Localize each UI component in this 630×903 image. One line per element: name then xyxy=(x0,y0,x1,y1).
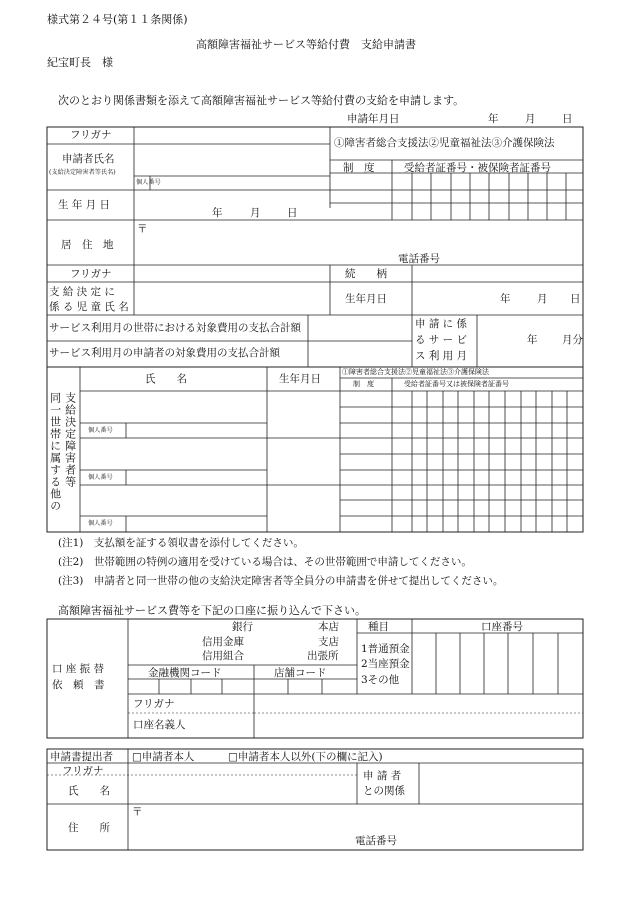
institution-code-label: 金融機関コード xyxy=(148,667,222,679)
account-number-header: 口座番号 xyxy=(481,621,523,633)
branch-type-main: 本店 xyxy=(318,621,339,633)
child-birth-month: 月 xyxy=(537,293,548,305)
service-month-year: 年 xyxy=(527,334,538,346)
birth-unit-day: 日 xyxy=(287,207,298,219)
applicant-laws-label: ①障害者総合支援法②児童福祉法③介護保険法 xyxy=(334,137,555,149)
child-relation-label: 続 柄 xyxy=(345,268,387,280)
submitter-relation-label-2: との関係 xyxy=(363,785,405,797)
birth-unit-year: 年 xyxy=(212,207,223,219)
submitter-postal-mark: 〒 xyxy=(132,806,143,818)
household-individual-no-2: 個人番号 xyxy=(88,474,113,481)
household-total-label: サービス利用月の世帯における対象費用の支払合計額 xyxy=(49,322,301,334)
branch-code-label: 店舗コード xyxy=(274,667,327,679)
bank-type-bank: 銀行 xyxy=(232,621,253,633)
kind-other: 3その他 xyxy=(361,674,400,686)
submitter-label: 申請書提出者 xyxy=(50,751,113,763)
submitter-name-label: 氏 名 xyxy=(68,785,110,797)
household-laws-header: ①障害者総合支援法②児童福祉法③介護保険法 xyxy=(342,368,489,376)
bank-label-2: 依 頼 書 xyxy=(52,679,105,691)
residence-postal-mark: 〒 xyxy=(137,223,148,235)
child-furigana-label: フリガナ xyxy=(70,268,112,280)
note-1: (注1) 支払額を証する領収書を添付してください。 xyxy=(58,537,304,549)
applicant-system-label: 制 度 xyxy=(343,162,375,174)
bank-intro: 高額障害福祉サービス費等を下記の口座に振り込んで下さい。 xyxy=(58,604,366,617)
bank-type-shinkin: 信用金庫 xyxy=(202,636,244,648)
kind-ordinary: 1普通預金 xyxy=(361,643,410,655)
child-birth-label: 生年月日 xyxy=(345,293,387,305)
account-holder-label: 口座名義人 xyxy=(133,719,186,731)
submitter-furigana-label: フリガナ xyxy=(62,765,104,777)
holder-furigana-label: フリガナ xyxy=(133,698,175,710)
account-kind-header: 種目 xyxy=(368,621,389,633)
service-month-label-3: ス 利 用 月 xyxy=(415,350,468,362)
residence-phone-label: 電話番号 xyxy=(398,253,440,265)
child-name-label-1: 支 給 決 定 に xyxy=(49,286,115,298)
household-outer-label: 同一世帯に属する他の xyxy=(48,392,62,512)
service-month-label-1: 申 請 に 係 xyxy=(415,318,468,330)
submitter-self-checkbox[interactable]: □申請者本人 xyxy=(132,751,195,763)
child-birth-year: 年 xyxy=(500,293,511,305)
intro-text: 次のとおり関係書類を添えて高額障害福祉サービス等給付費の支給を申請します。 xyxy=(58,94,465,107)
submitter-table-border xyxy=(47,749,583,850)
household-individual-no-3: 個人番号 xyxy=(88,520,113,527)
note-3: (注3) 申請者と同一世帯の他の支給決定障害者等全員分の申請書を併せて提出してください。 xyxy=(58,575,504,587)
household-birth-header: 生年月日 xyxy=(279,373,321,385)
bank-label-1: 口 座 振 替 xyxy=(52,663,105,675)
bank-type-kumiai: 信用組合 xyxy=(202,650,244,662)
birth-unit-month: 月 xyxy=(250,207,261,219)
application-date-label: 申請年月日 xyxy=(347,113,400,125)
date-unit-day: 日 xyxy=(562,113,573,125)
date-unit-month: 月 xyxy=(525,113,536,125)
form-number: 様式第２４号(第１１条関係) xyxy=(47,13,188,26)
submitter-relation-label-1: 申 請 者 xyxy=(363,770,402,782)
submitter-address-label: 住 所 xyxy=(68,822,110,834)
applicant-total-label: サービス利用月の申請者の対象費用の支払合計額 xyxy=(49,347,280,359)
household-inner-label: 支給決定障害者等 xyxy=(63,392,77,488)
kind-current: 2当座預金 xyxy=(361,658,410,670)
applicant-furigana-label: フリガナ xyxy=(70,129,112,141)
note-2: (注2) 世帯範囲の特例の適用を受けている場合は、その世帯範囲で申請してください。 xyxy=(58,556,472,568)
branch-type-branch: 支店 xyxy=(318,636,339,648)
service-month-label-2: る サ ー ビ xyxy=(415,334,468,346)
applicant-name-label: 申請者氏名 xyxy=(62,153,115,165)
submitter-phone-label: 電話番号 xyxy=(355,835,397,847)
household-cert-header: 受給者証番号又は被保険者証番号 xyxy=(404,380,509,388)
residence-label: 居 住 地 xyxy=(61,239,114,251)
applicant-cert-no-label: 受給者証番号・被保険者証番号 xyxy=(404,162,551,174)
date-unit-year: 年 xyxy=(488,113,499,125)
addressee: 紀宝町長 様 xyxy=(47,56,113,69)
applicant-name-sub: (支給決定障害者等氏名) xyxy=(49,169,116,176)
submitter-other-checkbox[interactable]: □申請者本人以外(下の欄に記入) xyxy=(228,751,383,763)
branch-type-office: 出張所 xyxy=(307,650,339,662)
child-name-label-2: 係 る 児 童 氏 名 xyxy=(49,301,129,313)
service-month-unit: 月分 xyxy=(562,334,583,346)
child-birth-day: 日 xyxy=(570,293,581,305)
household-system-header: 制 度 xyxy=(353,380,374,388)
household-individual-no-1: 個人番号 xyxy=(88,427,113,434)
household-table-border xyxy=(47,367,583,532)
form-title: 高額障害福祉サービス等給付費 支給申請書 xyxy=(196,38,416,51)
applicant-birth-label: 生 年 月 日 xyxy=(58,199,111,211)
household-name-header: 氏 名 xyxy=(145,373,187,385)
applicant-individual-no-label: 個人番号 xyxy=(136,179,161,186)
